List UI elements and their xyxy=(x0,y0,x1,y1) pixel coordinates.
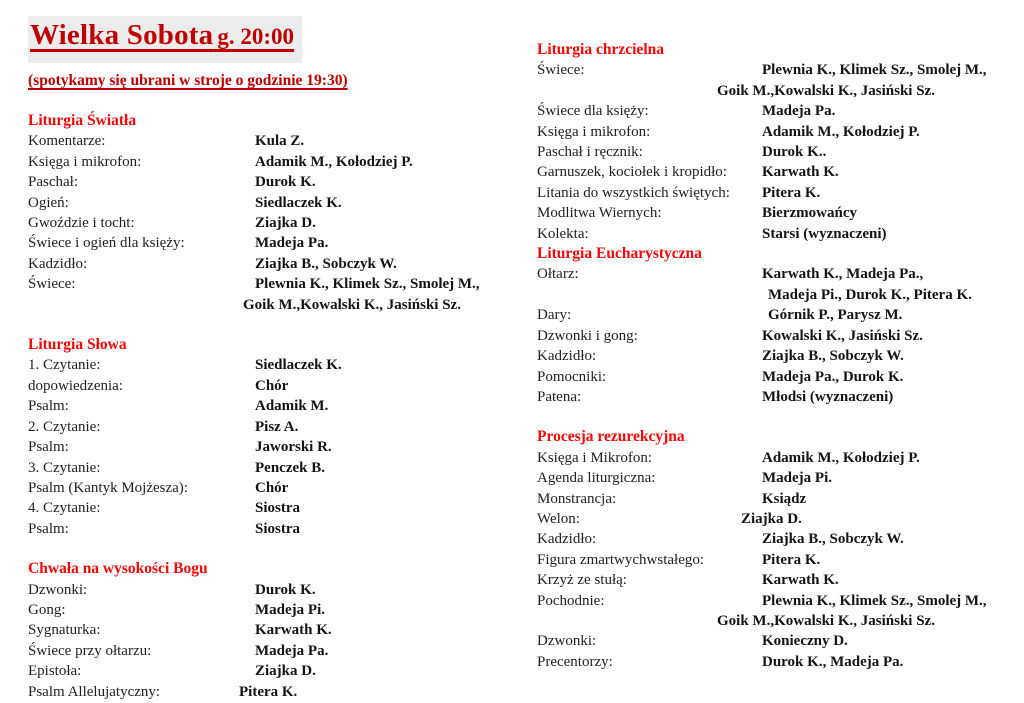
role-label: 2. Czytanie: xyxy=(28,418,101,435)
role-label xyxy=(537,285,762,305)
role-label: Psalm: xyxy=(28,439,69,456)
role-label: Figura zmartwychwstałego: xyxy=(537,551,705,568)
role-label: Księga i Mikrofon: xyxy=(537,449,652,466)
role-label: Paschał i ręcznik: xyxy=(537,144,643,161)
assignment-row xyxy=(28,213,506,233)
role-label: Kadzidło: xyxy=(537,348,597,365)
document-subtitle: (spotykamy się ubrani w stroje o godzinie 19:30) xyxy=(28,72,348,89)
assignment-row xyxy=(28,600,506,620)
section-heading: Liturgia Światła xyxy=(28,112,137,129)
assignment-row xyxy=(28,620,506,640)
assignment-row xyxy=(537,448,1018,468)
assignment-row xyxy=(28,376,506,396)
assigned-names: Goik M.,Kowalski K., Jasiński Sz. xyxy=(243,296,461,313)
assignment-row xyxy=(537,305,1018,325)
role-label xyxy=(28,295,255,315)
assignment-row xyxy=(537,224,1018,244)
assigned-names: Pitera K. xyxy=(762,551,821,568)
assignment-row xyxy=(537,367,1018,387)
assignment-row xyxy=(28,355,506,375)
assignment-row xyxy=(537,162,1018,182)
assignment-row xyxy=(537,285,1018,305)
assignment-row xyxy=(28,437,506,457)
role-label: Sygnaturka: xyxy=(28,622,101,639)
section xyxy=(28,559,506,702)
assigned-names: Adamik M. xyxy=(255,398,329,415)
role-label: Garnuszek, kociołek i kropidło: xyxy=(537,164,727,181)
assignment-row xyxy=(28,274,506,294)
assignment-row xyxy=(537,81,1018,101)
assignment-row xyxy=(28,233,506,253)
assigned-names: Karwath K. xyxy=(762,572,839,589)
assigned-names: Bierzmowańcy xyxy=(762,205,857,222)
assignment-row xyxy=(537,387,1018,407)
assignment-row xyxy=(537,652,1018,672)
assigned-names: Madeja Pi. xyxy=(762,470,832,487)
assigned-names: Madeja Pa. xyxy=(255,642,329,659)
assigned-names: Chór xyxy=(255,479,289,496)
assigned-names: Durok K.. xyxy=(762,144,827,161)
title-time: g. 20:00 xyxy=(217,24,295,49)
title-text: Wielka Sobota xyxy=(30,19,214,51)
assignment-row xyxy=(537,122,1018,142)
assigned-names: Karwath K., Madeja Pa., xyxy=(762,266,924,283)
assignment-row xyxy=(537,203,1018,223)
assigned-names: Adamik M., Kołodziej P. xyxy=(762,449,920,466)
role-label: Agenda liturgiczna: xyxy=(537,470,656,487)
assigned-names: Madeja Pi., Durok K., Pitera K. xyxy=(768,286,972,303)
assigned-names: Adamik M., Kołodziej P. xyxy=(255,153,413,170)
section-heading: Chwała na wysokości Bogu xyxy=(28,560,208,578)
role-label: Świece przy ołtarzu: xyxy=(28,642,152,659)
role-label: Precentorzy: xyxy=(537,653,613,670)
role-label: dopowiedzenia: xyxy=(28,377,123,394)
assigned-names: Konieczny D. xyxy=(762,633,848,650)
assigned-names: Siostra xyxy=(255,520,300,537)
role-label: Dzwonki i gong: xyxy=(537,327,638,344)
assigned-names: Górnik P., Parysz M. xyxy=(768,307,903,324)
assigned-names: Ziajka D. xyxy=(255,663,316,680)
role-label: 4. Czytanie: xyxy=(28,500,101,517)
assigned-names: Karwath K. xyxy=(762,164,839,181)
assigned-names: Chór xyxy=(255,377,289,394)
assigned-names: Pisz A. xyxy=(255,418,299,435)
assignment-row xyxy=(537,264,1018,284)
assigned-names: Goik M.,Kowalski K., Jasiński Sz. xyxy=(717,82,935,99)
right-column xyxy=(512,0,1024,703)
assignment-row xyxy=(537,611,1018,631)
role-label: Księga i mikrofon: xyxy=(537,123,651,140)
assignment-row xyxy=(537,570,1018,590)
assigned-names: Ziajka D. xyxy=(741,510,802,527)
assignment-row xyxy=(537,631,1018,651)
assigned-names: Durok K. xyxy=(255,581,316,598)
role-label: Dzwonki: xyxy=(537,633,597,650)
role-label: Welon: xyxy=(537,510,580,527)
role-label: 3. Czytanie: xyxy=(28,459,101,476)
assignment-row xyxy=(28,254,506,274)
assignment-row xyxy=(28,580,506,600)
role-label: Świece i ogień dla księży: xyxy=(28,235,185,252)
assigned-names: Durok K. xyxy=(255,174,316,191)
section xyxy=(537,244,1018,407)
assigned-names: Madeja Pi. xyxy=(255,601,325,618)
assignment-row xyxy=(537,591,1018,611)
document-header xyxy=(28,16,506,91)
role-label: Ogień: xyxy=(28,194,69,211)
section-heading: Liturgia Eucharystyczna xyxy=(537,245,702,263)
assignment-row xyxy=(537,142,1018,162)
assignment-row xyxy=(28,661,506,681)
assigned-names: Penczek B. xyxy=(255,459,325,476)
assigned-names: Kula Z. xyxy=(255,133,305,150)
role-label: Modlitwa Wiernych: xyxy=(537,205,662,222)
document-title xyxy=(28,16,302,63)
section xyxy=(28,111,506,315)
assignment-row xyxy=(28,417,506,437)
assigned-names: Madeja Pa., Durok K. xyxy=(762,368,904,385)
assigned-names: Plewnia K., Klimek Sz., Smolej M., xyxy=(255,276,480,293)
assigned-names: Starsi (wyznaczeni) xyxy=(762,225,887,242)
assignment-row xyxy=(28,396,506,416)
role-label: Świece: xyxy=(537,62,585,79)
role-label: Pochodnie: xyxy=(537,592,605,609)
assignment-row xyxy=(537,60,1018,80)
role-label: Epistoła: xyxy=(28,663,82,680)
assignment-row xyxy=(537,183,1018,203)
role-label: Kadzidło: xyxy=(537,531,597,548)
assigned-names: Pitera K. xyxy=(239,683,298,700)
assigned-names: Durok K., Madeja Pa. xyxy=(762,653,904,670)
role-label: Krzyż ze stułą: xyxy=(537,572,627,589)
assigned-names: Ziajka B., Sobczyk W. xyxy=(762,348,904,365)
role-label: Psalm (Kantyk Mojżesza): xyxy=(28,479,188,496)
role-label: Gong: xyxy=(28,601,66,618)
assigned-names: Ziajka D. xyxy=(255,215,316,232)
role-label: Gwoździe i tocht: xyxy=(28,215,135,232)
assigned-names: Kowalski K., Jasiński Sz. xyxy=(762,327,923,344)
assignment-row xyxy=(28,172,506,192)
section-heading: Procesja rezurekcyjna xyxy=(537,428,685,446)
assignment-row xyxy=(537,468,1018,488)
left-column-sections xyxy=(28,111,506,702)
assigned-names: Ziajka B., Sobczyk W. xyxy=(762,531,904,548)
role-label: Litania do wszystkich świętych: xyxy=(537,184,730,201)
assigned-names: Ziajka B., Sobczyk W. xyxy=(255,255,397,272)
assigned-names: Ksiądz xyxy=(762,490,807,507)
role-label: Dzwonki: xyxy=(28,581,88,598)
assigned-names: Jaworski R. xyxy=(255,439,332,456)
assignment-row xyxy=(537,489,1018,509)
right-column-sections xyxy=(537,40,1018,672)
role-label: Pomocniki: xyxy=(537,368,607,385)
assignment-row xyxy=(28,682,506,702)
assignment-row xyxy=(28,498,506,518)
assignment-row xyxy=(537,509,1018,529)
assigned-names: Młodsi (wyznaczeni) xyxy=(762,388,894,405)
role-label: Ołtarz: xyxy=(537,266,579,283)
assigned-names: Madeja Pa. xyxy=(255,235,329,252)
assigned-names: Plewnia K., Klimek Sz., Smolej M., xyxy=(762,592,987,609)
role-label: Psalm Allelujatyczny: xyxy=(28,683,161,700)
section-heading: Liturgia chrzcielna xyxy=(537,41,664,58)
assignment-row xyxy=(28,458,506,478)
assignment-row xyxy=(537,101,1018,121)
role-label: Kadzidło: xyxy=(28,255,88,272)
role-label: Świece dla księży: xyxy=(537,103,649,120)
assignment-row xyxy=(537,326,1018,346)
assignment-row xyxy=(28,295,506,315)
role-label: Dary: xyxy=(537,307,572,324)
assignment-row xyxy=(28,131,506,151)
assigned-names: Goik M.,Kowalski K., Jasiński Sz. xyxy=(717,612,935,629)
assignment-row xyxy=(28,641,506,661)
assigned-names: Adamik M., Kołodziej P. xyxy=(762,123,920,140)
assigned-names: Siedlaczek K. xyxy=(255,194,342,211)
assignment-row xyxy=(28,519,506,539)
assigned-names: Siostra xyxy=(255,500,300,517)
role-label: Komentarze: xyxy=(28,133,106,150)
assignment-row xyxy=(537,346,1018,366)
assignment-row xyxy=(537,529,1018,549)
role-label: 1. Czytanie: xyxy=(28,357,101,374)
role-label: Patena: xyxy=(537,388,582,405)
assigned-names: Karwath K. xyxy=(255,622,332,639)
role-label: Paschał: xyxy=(28,174,78,191)
section xyxy=(537,40,1018,244)
section-heading: Liturgia Słowa xyxy=(28,336,127,354)
assigned-names: Plewnia K., Klimek Sz., Smolej M., xyxy=(762,62,987,79)
assignment-row xyxy=(28,152,506,172)
role-label: Świece: xyxy=(28,276,76,293)
assignment-row xyxy=(537,550,1018,570)
role-label: Psalm: xyxy=(28,520,69,537)
assignment-row xyxy=(28,193,506,213)
role-label: Psalm: xyxy=(28,398,69,415)
assigned-names: Pitera K. xyxy=(762,184,821,201)
assigned-names: Siedlaczek K. xyxy=(255,357,342,374)
role-label: Księga i mikrofon: xyxy=(28,153,142,170)
section xyxy=(28,335,506,539)
role-label: Kolekta: xyxy=(537,225,589,242)
section xyxy=(537,427,1018,672)
assignment-row xyxy=(28,478,506,498)
assigned-names: Madeja Pa. xyxy=(762,103,836,120)
role-label: Monstrancja: xyxy=(537,490,617,507)
